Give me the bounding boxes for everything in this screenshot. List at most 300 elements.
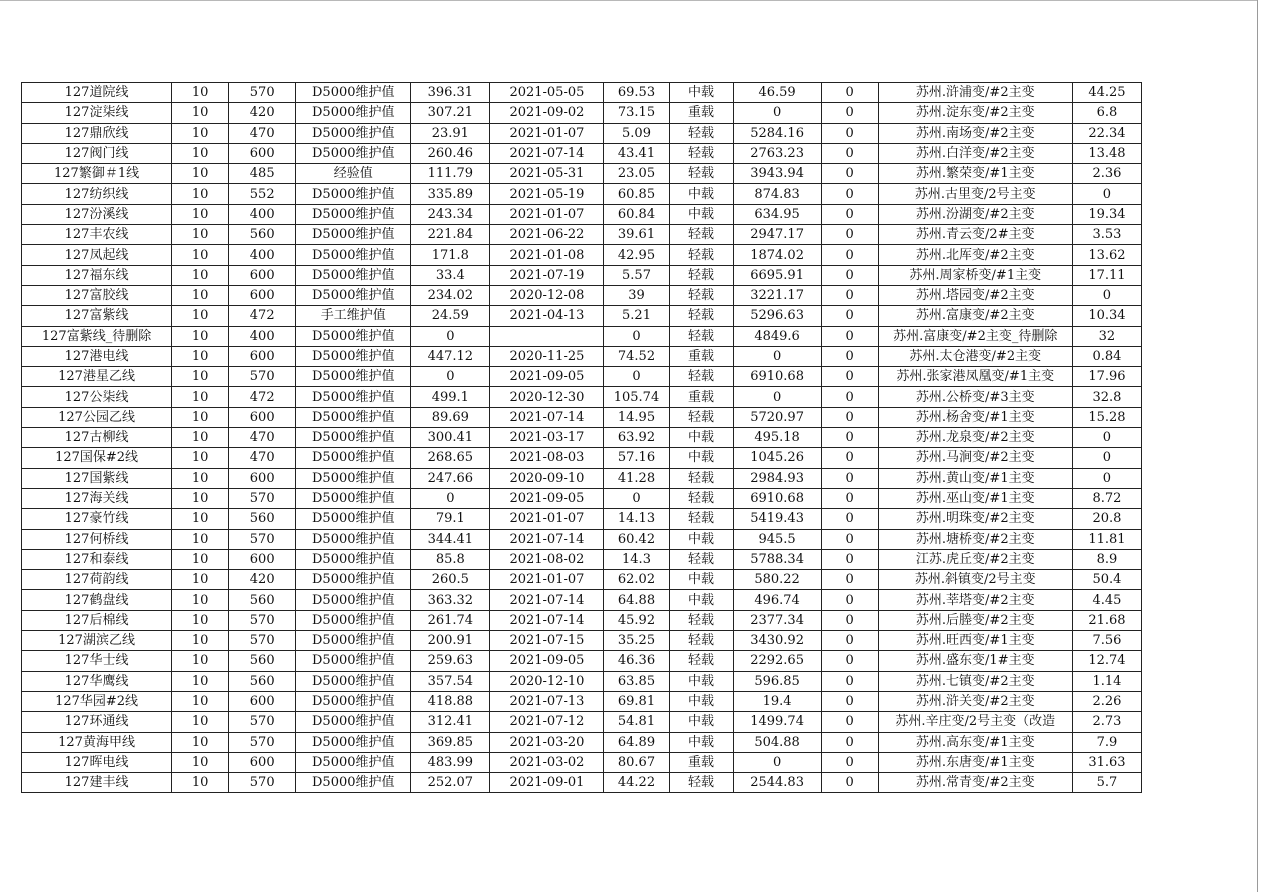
- load-status-cell[interactable]: 轻载: [669, 651, 733, 671]
- source-cell[interactable]: D5000维护值: [296, 651, 411, 671]
- available-capacity-cell[interactable]: 5296.63: [733, 306, 821, 326]
- count-cell[interactable]: 0: [821, 143, 878, 163]
- value-cell[interactable]: 0: [1072, 285, 1141, 305]
- value-cell[interactable]: 31.63: [1072, 752, 1141, 772]
- rated-current-cell[interactable]: 400: [229, 204, 296, 224]
- count-cell[interactable]: 0: [821, 631, 878, 651]
- available-capacity-cell[interactable]: 2544.83: [733, 773, 821, 793]
- load-status-cell[interactable]: 中载: [669, 184, 733, 204]
- load-status-cell[interactable]: 重载: [669, 103, 733, 123]
- rated-current-cell[interactable]: 472: [229, 306, 296, 326]
- line-name-cell[interactable]: 127环通线: [22, 712, 172, 732]
- value-cell[interactable]: 10.34: [1072, 306, 1141, 326]
- load-status-cell[interactable]: 轻载: [669, 164, 733, 184]
- line-name-cell[interactable]: 127道院线: [22, 83, 172, 103]
- count-cell[interactable]: 0: [821, 387, 878, 407]
- line-name-cell[interactable]: 127晖电线: [22, 752, 172, 772]
- source-cell[interactable]: D5000维护值: [296, 184, 411, 204]
- date-cell[interactable]: 2021-01-08: [490, 245, 604, 265]
- current-cell[interactable]: 312.41: [411, 712, 490, 732]
- line-name-cell[interactable]: 127后棉线: [22, 610, 172, 630]
- rated-current-cell[interactable]: 600: [229, 407, 296, 427]
- load-rate-cell[interactable]: 5.09: [604, 123, 669, 143]
- voltage-cell[interactable]: 10: [172, 103, 229, 123]
- count-cell[interactable]: 0: [821, 326, 878, 346]
- available-capacity-cell[interactable]: 5419.43: [733, 509, 821, 529]
- value-cell[interactable]: 4.45: [1072, 590, 1141, 610]
- line-name-cell[interactable]: 127汾溪线: [22, 204, 172, 224]
- substation-cell[interactable]: 苏州.马涧变/#2主变: [878, 448, 1072, 468]
- load-status-cell[interactable]: 轻载: [669, 123, 733, 143]
- load-rate-cell[interactable]: 80.67: [604, 752, 669, 772]
- rated-current-cell[interactable]: 470: [229, 428, 296, 448]
- date-cell[interactable]: 2021-09-05: [490, 367, 604, 387]
- line-name-cell[interactable]: 127华鹰线: [22, 671, 172, 691]
- voltage-cell[interactable]: 10: [172, 488, 229, 508]
- source-cell[interactable]: D5000维护值: [296, 752, 411, 772]
- voltage-cell[interactable]: 10: [172, 752, 229, 772]
- voltage-cell[interactable]: 10: [172, 590, 229, 610]
- current-cell[interactable]: 0: [411, 326, 490, 346]
- rated-current-cell[interactable]: 570: [229, 631, 296, 651]
- current-cell[interactable]: 260.46: [411, 143, 490, 163]
- substation-cell[interactable]: 苏州.龙泉变/#2主变: [878, 428, 1072, 448]
- line-name-cell[interactable]: 127湖滨乙线: [22, 631, 172, 651]
- load-rate-cell[interactable]: 43.41: [604, 143, 669, 163]
- substation-cell[interactable]: 苏州.周家桥变/#1主变: [878, 265, 1072, 285]
- load-rate-cell[interactable]: 14.3: [604, 549, 669, 569]
- available-capacity-cell[interactable]: 0: [733, 752, 821, 772]
- count-cell[interactable]: 0: [821, 488, 878, 508]
- date-cell[interactable]: 2021-03-02: [490, 752, 604, 772]
- line-name-cell[interactable]: 127华士线: [22, 651, 172, 671]
- source-cell[interactable]: D5000维护值: [296, 103, 411, 123]
- source-cell[interactable]: D5000维护值: [296, 468, 411, 488]
- source-cell[interactable]: D5000维护值: [296, 428, 411, 448]
- load-rate-cell[interactable]: 74.52: [604, 346, 669, 366]
- available-capacity-cell[interactable]: 496.74: [733, 590, 821, 610]
- line-name-cell[interactable]: 127富胶线: [22, 285, 172, 305]
- load-status-cell[interactable]: 轻载: [669, 488, 733, 508]
- count-cell[interactable]: 0: [821, 691, 878, 711]
- available-capacity-cell[interactable]: 945.5: [733, 529, 821, 549]
- load-status-cell[interactable]: 轻载: [669, 265, 733, 285]
- voltage-cell[interactable]: 10: [172, 346, 229, 366]
- source-cell[interactable]: D5000维护值: [296, 326, 411, 346]
- rated-current-cell[interactable]: 600: [229, 265, 296, 285]
- source-cell[interactable]: D5000维护值: [296, 225, 411, 245]
- rated-current-cell[interactable]: 560: [229, 509, 296, 529]
- value-cell[interactable]: 50.4: [1072, 570, 1141, 590]
- voltage-cell[interactable]: 10: [172, 306, 229, 326]
- line-name-cell[interactable]: 127国保#2线: [22, 448, 172, 468]
- count-cell[interactable]: 0: [821, 346, 878, 366]
- current-cell[interactable]: 307.21: [411, 103, 490, 123]
- source-cell[interactable]: D5000维护值: [296, 509, 411, 529]
- load-rate-cell[interactable]: 57.16: [604, 448, 669, 468]
- line-name-cell[interactable]: 127和泰线: [22, 549, 172, 569]
- voltage-cell[interactable]: 10: [172, 732, 229, 752]
- load-rate-cell[interactable]: 46.36: [604, 651, 669, 671]
- count-cell[interactable]: 0: [821, 407, 878, 427]
- load-status-cell[interactable]: 中载: [669, 529, 733, 549]
- available-capacity-cell[interactable]: 2763.23: [733, 143, 821, 163]
- substation-cell[interactable]: 苏州.张家港凤凰变/#1主变: [878, 367, 1072, 387]
- date-cell[interactable]: 2021-09-05: [490, 488, 604, 508]
- date-cell[interactable]: 2021-01-07: [490, 509, 604, 529]
- date-cell[interactable]: 2021-09-01: [490, 773, 604, 793]
- voltage-cell[interactable]: 10: [172, 164, 229, 184]
- line-name-cell[interactable]: 127鹤盘线: [22, 590, 172, 610]
- load-rate-cell[interactable]: 39.61: [604, 225, 669, 245]
- rated-current-cell[interactable]: 560: [229, 590, 296, 610]
- date-cell[interactable]: 2021-01-07: [490, 123, 604, 143]
- load-rate-cell[interactable]: 73.15: [604, 103, 669, 123]
- value-cell[interactable]: 22.34: [1072, 123, 1141, 143]
- date-cell[interactable]: 2021-09-05: [490, 651, 604, 671]
- substation-cell[interactable]: 苏州.青云变/2#主变: [878, 225, 1072, 245]
- voltage-cell[interactable]: 10: [172, 245, 229, 265]
- line-name-cell[interactable]: 127荷韵线: [22, 570, 172, 590]
- available-capacity-cell[interactable]: 19.4: [733, 691, 821, 711]
- current-cell[interactable]: 335.89: [411, 184, 490, 204]
- voltage-cell[interactable]: 10: [172, 631, 229, 651]
- voltage-cell[interactable]: 10: [172, 143, 229, 163]
- value-cell[interactable]: 32.8: [1072, 387, 1141, 407]
- current-cell[interactable]: 171.8: [411, 245, 490, 265]
- source-cell[interactable]: D5000维护值: [296, 83, 411, 103]
- substation-cell[interactable]: 苏州.斜镇变/2号主变: [878, 570, 1072, 590]
- value-cell[interactable]: 0: [1072, 184, 1141, 204]
- substation-cell[interactable]: 苏州.明珠变/#2主变: [878, 509, 1072, 529]
- value-cell[interactable]: 12.74: [1072, 651, 1141, 671]
- load-status-cell[interactable]: 重载: [669, 752, 733, 772]
- value-cell[interactable]: 3.53: [1072, 225, 1141, 245]
- count-cell[interactable]: 0: [821, 225, 878, 245]
- load-status-cell[interactable]: 中载: [669, 428, 733, 448]
- current-cell[interactable]: 447.12: [411, 346, 490, 366]
- rated-current-cell[interactable]: 485: [229, 164, 296, 184]
- available-capacity-cell[interactable]: 0: [733, 346, 821, 366]
- available-capacity-cell[interactable]: 1874.02: [733, 245, 821, 265]
- value-cell[interactable]: 21.68: [1072, 610, 1141, 630]
- current-cell[interactable]: 111.79: [411, 164, 490, 184]
- current-cell[interactable]: 247.66: [411, 468, 490, 488]
- load-rate-cell[interactable]: 60.42: [604, 529, 669, 549]
- load-status-cell[interactable]: 轻载: [669, 306, 733, 326]
- date-cell[interactable]: 2021-05-31: [490, 164, 604, 184]
- substation-cell[interactable]: 苏州.东唐变/#1主变: [878, 752, 1072, 772]
- load-rate-cell[interactable]: 5.57: [604, 265, 669, 285]
- current-cell[interactable]: 261.74: [411, 610, 490, 630]
- current-cell[interactable]: 363.32: [411, 590, 490, 610]
- line-name-cell[interactable]: 127黄海甲线: [22, 732, 172, 752]
- load-rate-cell[interactable]: 64.88: [604, 590, 669, 610]
- source-cell[interactable]: D5000维护值: [296, 570, 411, 590]
- voltage-cell[interactable]: 10: [172, 265, 229, 285]
- date-cell[interactable]: 2021-08-03: [490, 448, 604, 468]
- rated-current-cell[interactable]: 600: [229, 346, 296, 366]
- current-cell[interactable]: 260.5: [411, 570, 490, 590]
- substation-cell[interactable]: 苏州.巫山变/#1主变: [878, 488, 1072, 508]
- available-capacity-cell[interactable]: 5720.97: [733, 407, 821, 427]
- current-cell[interactable]: 499.1: [411, 387, 490, 407]
- source-cell[interactable]: D5000维护值: [296, 346, 411, 366]
- current-cell[interactable]: 33.4: [411, 265, 490, 285]
- value-cell[interactable]: 2.36: [1072, 164, 1141, 184]
- load-rate-cell[interactable]: 42.95: [604, 245, 669, 265]
- value-cell[interactable]: 0: [1072, 468, 1141, 488]
- substation-cell[interactable]: 苏州.公桥变/#3主变: [878, 387, 1072, 407]
- count-cell[interactable]: 0: [821, 468, 878, 488]
- current-cell[interactable]: 418.88: [411, 691, 490, 711]
- available-capacity-cell[interactable]: 6910.68: [733, 488, 821, 508]
- available-capacity-cell[interactable]: 580.22: [733, 570, 821, 590]
- voltage-cell[interactable]: 10: [172, 204, 229, 224]
- load-rate-cell[interactable]: 69.53: [604, 83, 669, 103]
- substation-cell[interactable]: 苏州.富康变/#2主变_待删除: [878, 326, 1072, 346]
- current-cell[interactable]: 344.41: [411, 529, 490, 549]
- date-cell[interactable]: 2021-06-22: [490, 225, 604, 245]
- load-rate-cell[interactable]: 63.85: [604, 671, 669, 691]
- available-capacity-cell[interactable]: 3430.92: [733, 631, 821, 651]
- date-cell[interactable]: 2020-12-08: [490, 285, 604, 305]
- value-cell[interactable]: 7.56: [1072, 631, 1141, 651]
- rated-current-cell[interactable]: 570: [229, 610, 296, 630]
- load-status-cell[interactable]: 轻载: [669, 407, 733, 427]
- value-cell[interactable]: 0.84: [1072, 346, 1141, 366]
- count-cell[interactable]: 0: [821, 265, 878, 285]
- available-capacity-cell[interactable]: 1499.74: [733, 712, 821, 732]
- load-status-cell[interactable]: 中载: [669, 732, 733, 752]
- source-cell[interactable]: D5000维护值: [296, 265, 411, 285]
- count-cell[interactable]: 0: [821, 245, 878, 265]
- substation-cell[interactable]: 苏州.白洋变/#2主变: [878, 143, 1072, 163]
- date-cell[interactable]: 2021-07-19: [490, 265, 604, 285]
- load-rate-cell[interactable]: 0: [604, 488, 669, 508]
- source-cell[interactable]: D5000维护值: [296, 549, 411, 569]
- available-capacity-cell[interactable]: 46.59: [733, 83, 821, 103]
- available-capacity-cell[interactable]: 2984.93: [733, 468, 821, 488]
- rated-current-cell[interactable]: 570: [229, 367, 296, 387]
- value-cell[interactable]: 7.9: [1072, 732, 1141, 752]
- rated-current-cell[interactable]: 600: [229, 143, 296, 163]
- rated-current-cell[interactable]: 560: [229, 671, 296, 691]
- source-cell[interactable]: 手工维护值: [296, 306, 411, 326]
- count-cell[interactable]: 0: [821, 184, 878, 204]
- date-cell[interactable]: 2021-04-13: [490, 306, 604, 326]
- value-cell[interactable]: 15.28: [1072, 407, 1141, 427]
- load-status-cell[interactable]: 轻载: [669, 225, 733, 245]
- load-rate-cell[interactable]: 62.02: [604, 570, 669, 590]
- value-cell[interactable]: 8.9: [1072, 549, 1141, 569]
- source-cell[interactable]: D5000维护值: [296, 285, 411, 305]
- voltage-cell[interactable]: 10: [172, 184, 229, 204]
- date-cell[interactable]: 2021-07-14: [490, 610, 604, 630]
- source-cell[interactable]: D5000维护值: [296, 691, 411, 711]
- date-cell[interactable]: 2021-07-13: [490, 691, 604, 711]
- available-capacity-cell[interactable]: 0: [733, 387, 821, 407]
- available-capacity-cell[interactable]: 4849.6: [733, 326, 821, 346]
- source-cell[interactable]: D5000维护值: [296, 387, 411, 407]
- voltage-cell[interactable]: 10: [172, 691, 229, 711]
- count-cell[interactable]: 0: [821, 367, 878, 387]
- value-cell[interactable]: 20.8: [1072, 509, 1141, 529]
- rated-current-cell[interactable]: 560: [229, 651, 296, 671]
- count-cell[interactable]: 0: [821, 164, 878, 184]
- count-cell[interactable]: 0: [821, 123, 878, 143]
- voltage-cell[interactable]: 10: [172, 387, 229, 407]
- substation-cell[interactable]: 苏州.淀东变/#2主变: [878, 103, 1072, 123]
- substation-cell[interactable]: 苏州.后塍变/#2主变: [878, 610, 1072, 630]
- source-cell[interactable]: 经验值: [296, 164, 411, 184]
- voltage-cell[interactable]: 10: [172, 326, 229, 346]
- load-status-cell[interactable]: 重载: [669, 387, 733, 407]
- current-cell[interactable]: 89.69: [411, 407, 490, 427]
- rated-current-cell[interactable]: 420: [229, 103, 296, 123]
- voltage-cell[interactable]: 10: [172, 549, 229, 569]
- count-cell[interactable]: 0: [821, 549, 878, 569]
- date-cell[interactable]: 2020-12-10: [490, 671, 604, 691]
- load-status-cell[interactable]: 重载: [669, 346, 733, 366]
- value-cell[interactable]: 17.96: [1072, 367, 1141, 387]
- value-cell[interactable]: 0: [1072, 428, 1141, 448]
- source-cell[interactable]: D5000维护值: [296, 610, 411, 630]
- source-cell[interactable]: D5000维护值: [296, 407, 411, 427]
- source-cell[interactable]: D5000维护值: [296, 204, 411, 224]
- load-status-cell[interactable]: 轻载: [669, 468, 733, 488]
- available-capacity-cell[interactable]: 504.88: [733, 732, 821, 752]
- current-cell[interactable]: 85.8: [411, 549, 490, 569]
- date-cell[interactable]: 2021-07-12: [490, 712, 604, 732]
- count-cell[interactable]: 0: [821, 103, 878, 123]
- load-rate-cell[interactable]: 0: [604, 367, 669, 387]
- available-capacity-cell[interactable]: 596.85: [733, 671, 821, 691]
- rated-current-cell[interactable]: 420: [229, 570, 296, 590]
- substation-cell[interactable]: 苏州.富康变/#2主变: [878, 306, 1072, 326]
- load-status-cell[interactable]: 中载: [669, 83, 733, 103]
- current-cell[interactable]: 300.41: [411, 428, 490, 448]
- line-name-cell[interactable]: 127古柳线: [22, 428, 172, 448]
- source-cell[interactable]: D5000维护值: [296, 529, 411, 549]
- count-cell[interactable]: 0: [821, 590, 878, 610]
- voltage-cell[interactable]: 10: [172, 123, 229, 143]
- date-cell[interactable]: 2021-03-20: [490, 732, 604, 752]
- line-name-cell[interactable]: 127国紫线: [22, 468, 172, 488]
- date-cell[interactable]: 2020-12-30: [490, 387, 604, 407]
- rated-current-cell[interactable]: 552: [229, 184, 296, 204]
- source-cell[interactable]: D5000维护值: [296, 712, 411, 732]
- count-cell[interactable]: 0: [821, 651, 878, 671]
- value-cell[interactable]: 32: [1072, 326, 1141, 346]
- voltage-cell[interactable]: 10: [172, 610, 229, 630]
- date-cell[interactable]: 2021-07-14: [490, 407, 604, 427]
- current-cell[interactable]: 259.63: [411, 651, 490, 671]
- rated-current-cell[interactable]: 470: [229, 123, 296, 143]
- date-cell[interactable]: 2021-07-14: [490, 590, 604, 610]
- load-status-cell[interactable]: 中载: [669, 570, 733, 590]
- line-name-cell[interactable]: 127福东线: [22, 265, 172, 285]
- voltage-cell[interactable]: 10: [172, 83, 229, 103]
- load-status-cell[interactable]: 轻载: [669, 610, 733, 630]
- substation-cell[interactable]: 苏州.繁荣变/#1主变: [878, 164, 1072, 184]
- substation-cell[interactable]: 苏州.塘桥变/#2主变: [878, 529, 1072, 549]
- current-cell[interactable]: 357.54: [411, 671, 490, 691]
- count-cell[interactable]: 0: [821, 428, 878, 448]
- line-name-cell[interactable]: 127何桥线: [22, 529, 172, 549]
- voltage-cell[interactable]: 10: [172, 225, 229, 245]
- load-rate-cell[interactable]: 14.95: [604, 407, 669, 427]
- count-cell[interactable]: 0: [821, 448, 878, 468]
- date-cell[interactable]: 2021-05-19: [490, 184, 604, 204]
- current-cell[interactable]: 0: [411, 488, 490, 508]
- rated-current-cell[interactable]: 470: [229, 448, 296, 468]
- rated-current-cell[interactable]: 600: [229, 691, 296, 711]
- source-cell[interactable]: D5000维护值: [296, 245, 411, 265]
- date-cell[interactable]: 2021-03-17: [490, 428, 604, 448]
- load-status-cell[interactable]: 轻载: [669, 549, 733, 569]
- count-cell[interactable]: 0: [821, 752, 878, 772]
- count-cell[interactable]: 0: [821, 732, 878, 752]
- available-capacity-cell[interactable]: 2947.17: [733, 225, 821, 245]
- line-name-cell[interactable]: 127富紫线: [22, 306, 172, 326]
- voltage-cell[interactable]: 10: [172, 651, 229, 671]
- value-cell[interactable]: 13.48: [1072, 143, 1141, 163]
- voltage-cell[interactable]: 10: [172, 407, 229, 427]
- available-capacity-cell[interactable]: 3221.17: [733, 285, 821, 305]
- source-cell[interactable]: D5000维护值: [296, 732, 411, 752]
- load-status-cell[interactable]: 轻载: [669, 631, 733, 651]
- count-cell[interactable]: 0: [821, 306, 878, 326]
- voltage-cell[interactable]: 10: [172, 712, 229, 732]
- current-cell[interactable]: 268.65: [411, 448, 490, 468]
- substation-cell[interactable]: 苏州.古里变/2号主变: [878, 184, 1072, 204]
- date-cell[interactable]: 2021-05-05: [490, 83, 604, 103]
- value-cell[interactable]: 2.26: [1072, 691, 1141, 711]
- load-status-cell[interactable]: 轻载: [669, 143, 733, 163]
- line-name-cell[interactable]: 127阀门线: [22, 143, 172, 163]
- value-cell[interactable]: 0: [1072, 448, 1141, 468]
- current-cell[interactable]: 221.84: [411, 225, 490, 245]
- count-cell[interactable]: 0: [821, 712, 878, 732]
- line-name-cell[interactable]: 127凤起线: [22, 245, 172, 265]
- value-cell[interactable]: 44.25: [1072, 83, 1141, 103]
- count-cell[interactable]: 0: [821, 204, 878, 224]
- load-status-cell[interactable]: 轻载: [669, 509, 733, 529]
- load-rate-cell[interactable]: 64.89: [604, 732, 669, 752]
- substation-cell[interactable]: 苏州.太仓港变/#2主变: [878, 346, 1072, 366]
- current-cell[interactable]: 483.99: [411, 752, 490, 772]
- load-rate-cell[interactable]: 105.74: [604, 387, 669, 407]
- substation-cell[interactable]: 苏州.莘塔变/#2主变: [878, 590, 1072, 610]
- value-cell[interactable]: 5.7: [1072, 773, 1141, 793]
- source-cell[interactable]: D5000维护值: [296, 123, 411, 143]
- rated-current-cell[interactable]: 600: [229, 549, 296, 569]
- available-capacity-cell[interactable]: 5788.34: [733, 549, 821, 569]
- voltage-cell[interactable]: 10: [172, 448, 229, 468]
- line-name-cell[interactable]: 127豪竹线: [22, 509, 172, 529]
- voltage-cell[interactable]: 10: [172, 468, 229, 488]
- source-cell[interactable]: D5000维护值: [296, 367, 411, 387]
- available-capacity-cell[interactable]: 495.18: [733, 428, 821, 448]
- rated-current-cell[interactable]: 600: [229, 752, 296, 772]
- rated-current-cell[interactable]: 600: [229, 285, 296, 305]
- value-cell[interactable]: 17.11: [1072, 265, 1141, 285]
- available-capacity-cell[interactable]: 1045.26: [733, 448, 821, 468]
- date-cell[interactable]: 2020-11-25: [490, 346, 604, 366]
- date-cell[interactable]: 2021-08-02: [490, 549, 604, 569]
- load-rate-cell[interactable]: 44.22: [604, 773, 669, 793]
